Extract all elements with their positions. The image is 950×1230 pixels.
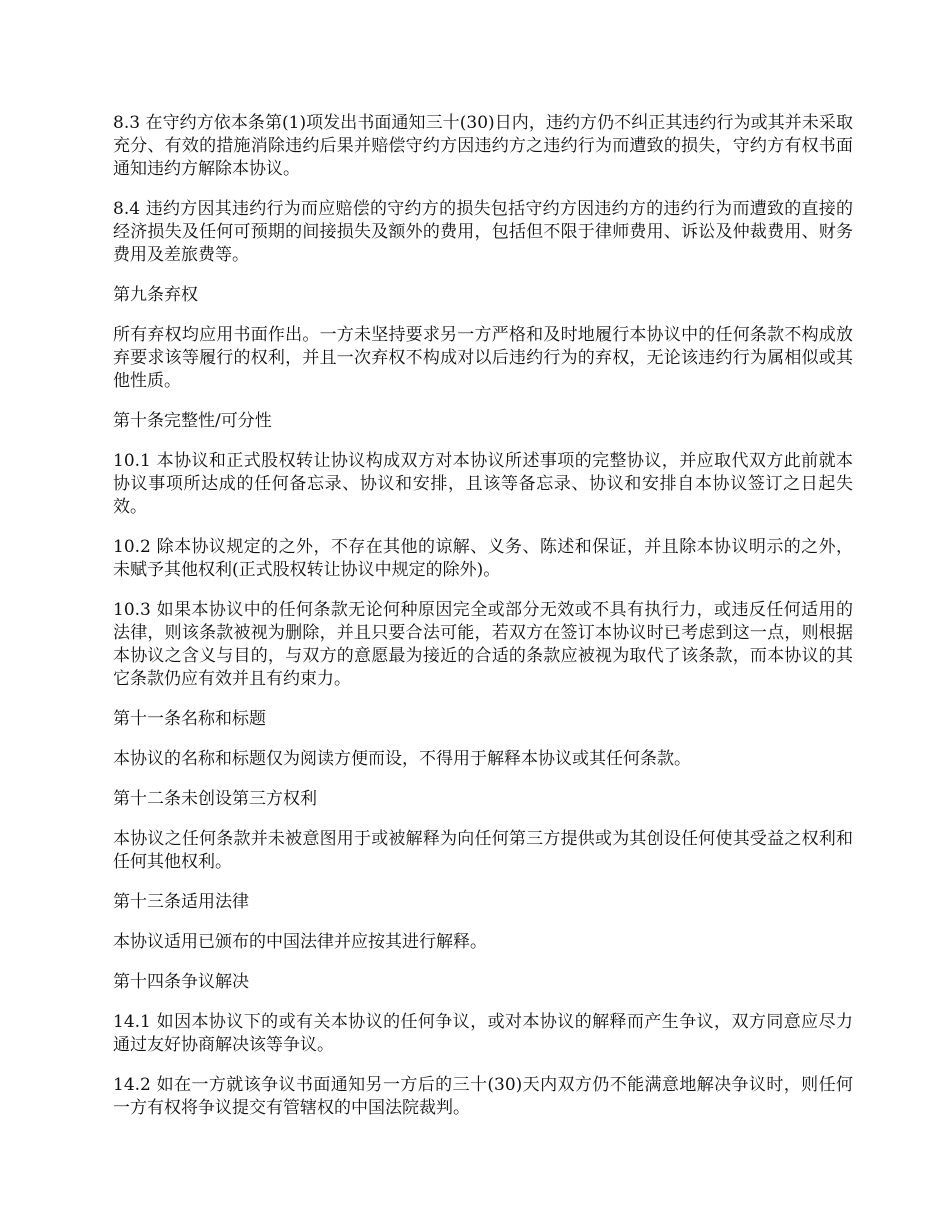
clause-10-2: 10.2 除本协议规定的之外，不存在其他的谅解、义务、陈述和保证，并且除本协议明示的之外，未赋予其他权利(正式股权转让协议中规定的除外)。 (113, 537, 853, 580)
article-11-heading: 第十一条名称和标题 (113, 709, 266, 729)
clause-8-4: 8.4 违约方因其违约行为而应赔偿的守约方的损失包括守约方因违约方的违约行为而遭致的直接的经济损失及任何可预期的间接损失及额外的费用，包括但不限于律师费用、诉讼及仲裁费用、财务费用及差旅费等。 (113, 199, 853, 265)
article-12-body: 本协议之任何条款并未被意图用于或被解释为向任何第三方提供或为其创设任何使其受益之权利和任何其他权利。 (113, 829, 853, 872)
article-11-body: 本协议的名称和标题仅为阅读方便而设，不得用于解释本协议或其任何条款。 (113, 749, 691, 769)
clause-8-3: 8.3 在守约方依本条第(1)项发出书面通知三十(30)日内，违约方仍不纠正其违约行为或其并未采取充分、有效的措施消除违约后果并赔偿守约方因违约方之违约行为而遭致的损失，守约方有权书面通知违约方解除本协议。 (113, 113, 853, 179)
clause-14-2: 14.2 如在一方就该争议书面通知另一方后的三十(30)天内双方仍不能满意地解决争议时，则任何一方有权将争议提交有管辖权的中国法院裁判。 (113, 1075, 853, 1118)
article-12-heading: 第十二条未创设第三方权利 (113, 789, 317, 809)
document-page (113, 112, 853, 1137)
clause-10-1: 10.1 本协议和正式股权转让协议构成双方对本协议所述事项的完整协议，并应取代双方此前就本协议事项所达成的任何备忘录、协议和安排，且该等备忘录、协议和安排自本协议签订之日起失效。 (113, 451, 853, 517)
article-9-heading: 第九条弃权 (113, 285, 198, 305)
article-9-body: 所有弃权均应用书面作出。一方未坚持要求另一方严格和及时地履行本协议中的任何条款不构成放弃要求该等履行的权利，并且一次弃权不构成对以后违约行为的弃权，无论该违约行为属相似或其他性质。 (113, 325, 853, 391)
article-14-heading: 第十四条争议解决 (113, 972, 249, 992)
article-10-heading: 第十条完整性/可分性 (113, 411, 272, 431)
clause-14-1: 14.1 如因本协议下的或有关本协议的任何争议，或对本协议的解释而产生争议，双方同意应尽力通过友好协商解决该等争议。 (113, 1012, 853, 1055)
article-13-heading: 第十三条适用法律 (113, 892, 249, 912)
article-13-body: 本协议适用已颁布的中国法律并应按其进行解释。 (113, 932, 487, 952)
clause-10-3: 10.3 如果本协议中的任何条款无论何种原因完全或部分无效或不具有执行力，或违反任何适用的法律，则该条款被视为删除，并且只要合法可能，若双方在签订本协议时已考虑到这一点，则根据本协议之含义与目的，与双方的意愿最为接近的合适的条款应被视为取代了该条款，而本协议的其它条款仍应有效并且有约束力。 (113, 600, 853, 689)
